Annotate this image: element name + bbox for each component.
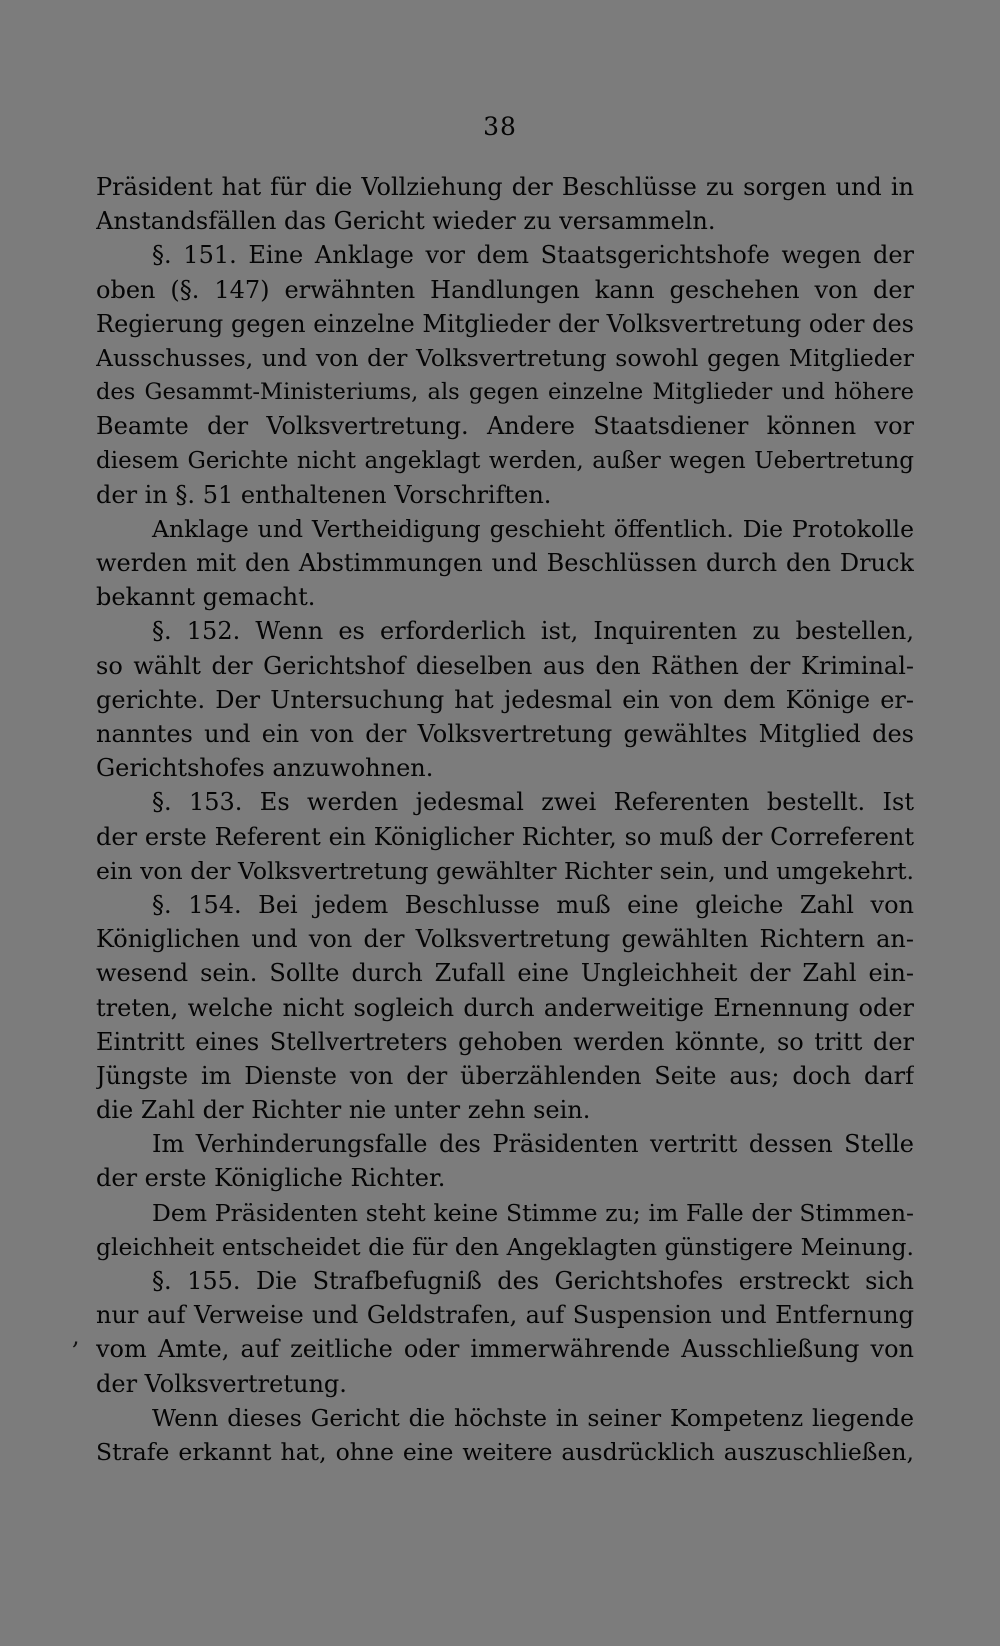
text-line: ein von der Volksvertretung gewählter Richter sein, und umgekehrt. — [96, 856, 914, 885]
text-line: Jüngste im Dienste von der überzählenden Seite aus; doch darf — [96, 1061, 914, 1090]
text-line: §. 155. Die Strafbefugniß des Gerichtshofes erstreckt sich — [152, 1267, 914, 1295]
text-line: der in §. 51 enthaltenen Vorschriften. — [96, 480, 552, 509]
text-line: Eintritt eines Stellvertreters gehoben werden könnte, so tritt der — [96, 1027, 914, 1056]
text-line: der Volksvertretung. — [96, 1369, 347, 1398]
text-line: Anklage und Vertheidigung geschieht öffentlich. Die Protokolle — [152, 514, 914, 543]
text-line: der erste Referent ein Königlicher Richter, so muß der Correferent — [96, 822, 914, 851]
text-line: bekannt gemacht. — [96, 583, 316, 612]
text-line: Im Verhinderungsfalle des Präsidenten vertritt dessen Stelle — [152, 1130, 914, 1159]
text-line: der erste Königliche Richter. — [96, 1164, 446, 1193]
text-line: Regierung gegen einzelne Mitglieder der Volksvertretung oder des — [96, 309, 914, 338]
text-line: Beamte der Volksvertretung. Andere Staatsdiener können vor — [96, 412, 914, 441]
text-line: Anstandsfällen das Gericht wieder zu versammeln. — [96, 207, 716, 236]
text-line: nanntes und ein von der Volksvertretung gewähltes Mitglied des — [96, 720, 914, 748]
text-line: Dem Präsidenten steht keine Stimme zu; im Falle der Stimmen- — [152, 1198, 914, 1227]
text-line: §. 154. Bei jedem Beschlusse muß eine gleiche Zahl von — [152, 890, 914, 919]
text-line: Wenn dieses Gericht die höchste in seiner Kompetenz liegende — [152, 1403, 914, 1432]
page-number: 38 — [483, 112, 517, 141]
text-line: Ausschusses, und von der Volksvertretung sowohl gegen Mitglieder — [96, 343, 914, 372]
text-line: §. 152. Wenn es erforderlich ist, Inquirenten zu bestellen, — [152, 617, 914, 646]
text-line: so wählt der Gerichtshof dieselben aus den Räthen der Kriminal- — [96, 651, 914, 680]
text-line: gleichheit entscheidet die für den Angeklagten günstigere Meinung. — [96, 1232, 914, 1261]
text-line: die Zahl der Richter nie unter zehn sein. — [96, 1096, 591, 1125]
text-line: nur auf Verweise und Geldstrafen, auf Suspension und Entfernung — [96, 1301, 914, 1330]
body-text — [96, 170, 914, 1469]
margin-mark: , — [72, 1322, 80, 1350]
text-line: §. 153. Es werden jedesmal zwei Referenten bestellt. Ist — [152, 788, 914, 817]
text-line: des Gesammt-Ministeriums, als gegen einzelne Mitglieder und höhere — [96, 379, 914, 406]
text-line: diesem Gerichte nicht angeklagt werden, außer wegen Uebertretung — [96, 447, 914, 474]
text-line: Strafe erkannt hat, ohne eine weitere ausdrücklich auszuschließen, — [96, 1437, 914, 1466]
text-line: wesend sein. Sollte durch Zufall eine Ungleichheit der Zahl ein- — [96, 959, 914, 988]
text-line: vom Amte, auf zeitliche oder immerwährende Ausschließung von — [96, 1335, 914, 1364]
text-line: Königlichen und von der Volksvertretung gewählten Richtern an- — [96, 925, 914, 954]
text-line: Präsident hat für die Vollziehung der Beschlüsse zu sorgen und in — [96, 173, 914, 201]
text-line: werden mit den Abstimmungen und Beschlüssen durch den Druck — [96, 549, 914, 578]
text-line: oben (§. 147) erwähnten Handlungen kann geschehen von der — [96, 275, 914, 304]
text-line: Gerichtshofes anzuwohnen. — [96, 754, 434, 783]
text-line: §. 151. Eine Anklage vor dem Staatsgerichtshofe wegen der — [152, 241, 914, 270]
text-line: treten, welche nicht sogleich durch anderweitige Ernennung oder — [96, 993, 914, 1022]
text-line: gerichte. Der Untersuchung hat jedesmal ein von dem Könige er- — [96, 685, 914, 714]
